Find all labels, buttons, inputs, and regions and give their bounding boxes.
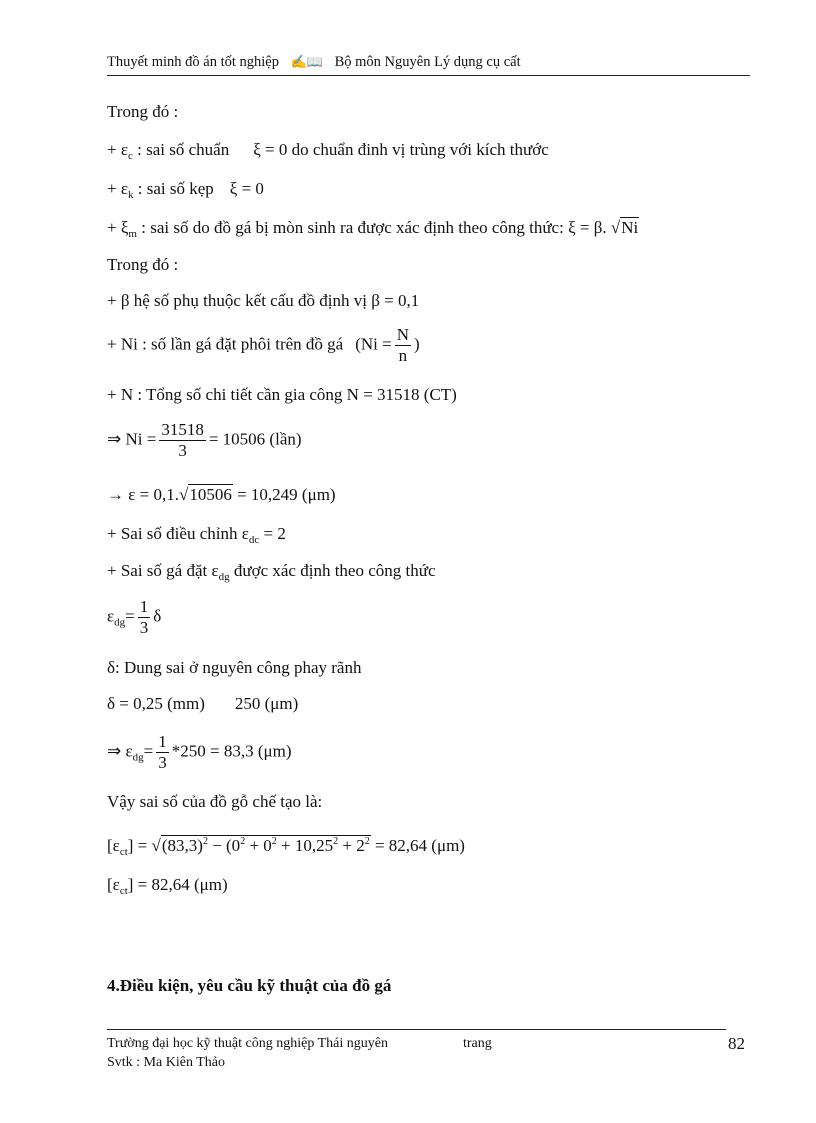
header-left: Thuyết minh đồ án tốt nghiệp (107, 54, 279, 70)
footer-student: Svtk : Ma Kiên Thảo (107, 1055, 225, 1070)
fraction: $\frac{1}{3}$ (139, 597, 149, 637)
text-line: $[\varepsilon_{ct}] = √(83,3)^2 - (0^2 + 0^2 + 10,25^2 + 2^2 = 82,64$ (μm) (107, 836, 465, 858)
page-header (107, 54, 750, 71)
text-line: + Sai số điều chỉnh $\varepsilon_{dc} = 2$ (107, 524, 286, 546)
fraction: $\frac{31518}{3}$ (161, 420, 204, 460)
footer-rule (107, 1029, 726, 1030)
text-line: δ = 0,25 (mm) 250 (μm) (107, 694, 299, 713)
footer-school: Trường đại học kỹ thuật công nghiệp Thái nguyên (107, 1036, 388, 1051)
header-rule (107, 75, 750, 76)
text-line: ⇒ $\varepsilon_{dg}=$ $\frac{1}{3}$ *250 = 83,3 (μm) (107, 732, 292, 772)
text-line: $[\varepsilon_{ct}] = 82,64$ (μm) (107, 875, 228, 897)
text-line: + Sai số gá đặt $\varepsilon_{dg}$ được xác định theo công thức (107, 561, 436, 583)
text-line: δ: Dung sai ở nguyên công phay rãnh (107, 658, 362, 677)
header-right: Bộ môn Nguyên Lý dụng cụ cất (334, 54, 521, 70)
text-line: Trong đó : (107, 102, 179, 121)
fraction: $\frac{1}{3}$ (158, 732, 167, 772)
book-pen-icon: ✍📖 (290, 54, 323, 69)
text-line: + Ni : số lần gá đặt phôi trên đồ gá (Ni = $\frac{N}{n}$ ) (107, 325, 420, 365)
footer-trang: trang (463, 1036, 492, 1051)
text-line: Trong đó : (107, 255, 179, 274)
text-line: $\varepsilon_{dg}=$ $\frac{1}{3}$ δ (107, 597, 162, 637)
text-line: ⇒ Ni = $\frac{31518}{3}$ = 10506 (lần) (107, 420, 302, 460)
text-line: + β hệ số phụ thuộc kết cấu đồ định vị β = 0,1 (107, 291, 420, 310)
text-line: + $\xi_m$ : sai số do đồ gá bị mòn sinh ra được xác định theo công thức: ξ = β. √Ni (107, 218, 639, 240)
text-line: Vậy sai số của đồ gỗ chế tạo là: (107, 792, 323, 811)
text-line: + $\varepsilon_k$ : sai số kẹp ξ = 0 (107, 179, 264, 201)
section-heading: 4.Điều kiện, yêu cầu kỹ thuật của đồ gá (107, 976, 392, 995)
text-line: + N : Tổng số chi tiết cần gia công N = 31518 (CT) (107, 385, 457, 404)
fraction: $\frac{N}{n}$ (396, 325, 409, 365)
text-line: + $\varepsilon_c$ : sai số chuẩn ξ = 0 do chuẩn đinh vị trùng với kích thước (107, 140, 549, 162)
text-line: → ε = 0,1.√10506 = 10,249 (μm) (107, 485, 336, 504)
page-number: 82 (728, 1034, 745, 1053)
